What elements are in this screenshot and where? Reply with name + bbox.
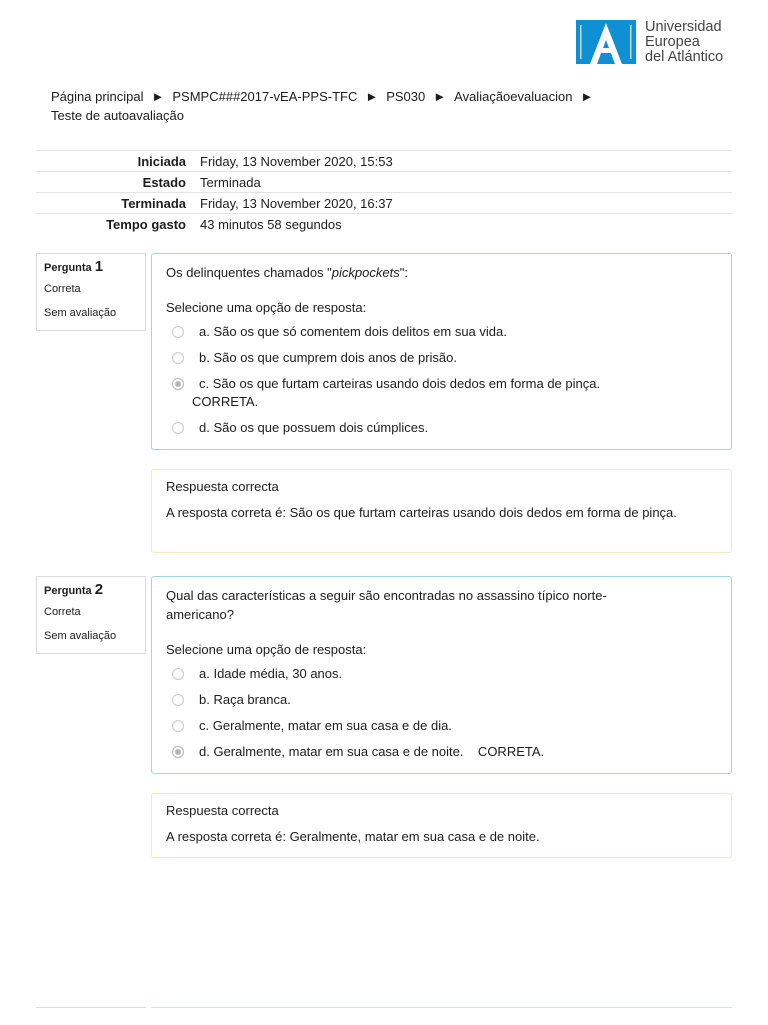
option-letter: b. [199, 350, 210, 365]
university-logo [576, 20, 736, 66]
question-number [44, 582, 145, 599]
option-letter: d. [199, 744, 210, 759]
answer-option[interactable] [166, 714, 717, 740]
summary-row [36, 193, 732, 214]
question-text: Qual das características a seguir são encontradas no assassino típico norte-americano? [166, 588, 607, 622]
question-text-part: ": [399, 265, 408, 280]
answer-option[interactable] [166, 320, 717, 346]
option-text: São os que furtam carteiras usando dois dedos em forma de pinça. [212, 376, 601, 391]
radio-button-selected[interactable] [172, 746, 184, 758]
question-grade: Sem avaliação [44, 307, 117, 319]
university-name [645, 20, 723, 65]
option-letter: d. [199, 420, 210, 435]
breadcrumb-separator-icon: ► [365, 89, 379, 104]
summary-label: Tempo gasto [36, 214, 200, 235]
radio-button-selected[interactable] [172, 378, 184, 390]
question-state: Correta [44, 283, 81, 295]
option-letter: c. [199, 718, 210, 733]
option-letter: b. [199, 692, 210, 707]
option-text: São os que cumprem dois anos de prisão. [213, 350, 457, 365]
radio-button[interactable] [172, 694, 184, 706]
breadcrumb-current[interactable]: Teste de autoavaliação [51, 108, 184, 123]
radio-button[interactable] [172, 422, 184, 434]
breadcrumb-separator-icon: ► [580, 89, 594, 104]
summary-value: Friday, 13 November 2020, 15:53 [200, 151, 732, 172]
question-number [44, 259, 145, 276]
summary-value: Terminada [200, 172, 732, 193]
feedback-box [151, 793, 732, 858]
question-content [151, 253, 732, 450]
summary-label: Iniciada [36, 151, 200, 172]
radio-button[interactable] [172, 720, 184, 732]
option-letter: a. [199, 324, 210, 339]
feedback-title: Respuesta correcta [166, 479, 279, 494]
answer-option-selected[interactable] [166, 372, 717, 416]
summary-value: Friday, 13 November 2020, 16:37 [200, 193, 732, 214]
question-number-value: 1 [94, 258, 104, 275]
question-content [151, 576, 732, 774]
question-text-emphasis: pickpockets [331, 265, 400, 280]
question-number-value: 2 [94, 581, 104, 598]
next-question-info [36, 1007, 146, 1025]
summary-value: 43 minutos 58 segundos [200, 214, 732, 235]
option-text: Raça branca. [213, 692, 291, 707]
question-text [166, 263, 717, 282]
breadcrumb-category[interactable]: Avaliaçãoevaluacion [454, 89, 573, 104]
radio-button[interactable] [172, 352, 184, 364]
feedback-box [151, 469, 732, 553]
summary-row [36, 172, 732, 193]
option-text: São os que só comentem dois delitos em sua vida. [213, 324, 507, 339]
question-state: Correta [44, 606, 81, 618]
option-text: Geralmente, matar em sua casa e de noite. CORRETA. [213, 744, 545, 759]
answer-option[interactable] [166, 416, 717, 442]
breadcrumb-course[interactable]: PSMPC###2017-vEA-PPS-TFC [172, 89, 358, 104]
feedback-answer: A resposta correta é: São os que furtam carteiras usando dois dedos em forma de pinça. [166, 505, 677, 520]
question-label: Pergunta [44, 262, 92, 274]
breadcrumb-section[interactable]: PS030 [386, 89, 426, 104]
breadcrumb-separator-icon: ► [433, 89, 447, 104]
question-label: Pergunta [44, 585, 92, 597]
university-name-line2: Europea [645, 34, 700, 50]
breadcrumb-home[interactable]: Página principal [51, 89, 144, 104]
feedback-answer: A resposta correta é: Geralmente, matar em sua casa e de noite. [166, 829, 540, 844]
question-grade: Sem avaliação [44, 630, 117, 642]
university-name-line3: del Atlántico [645, 49, 724, 65]
answer-option-selected[interactable] [166, 740, 717, 766]
option-text: Geralmente, matar em sua casa e de dia. [212, 718, 452, 733]
university-logo-icon [576, 20, 636, 64]
breadcrumb-separator-icon: ► [151, 89, 165, 104]
question-text-part: Os delinquentes chamados " [166, 265, 332, 280]
attempt-summary-table [36, 150, 732, 234]
option-letter: a. [199, 666, 210, 681]
answer-option[interactable] [166, 688, 717, 714]
option-text: São os que possuem dois cúmplices. [213, 420, 429, 435]
answer-option[interactable] [166, 662, 717, 688]
summary-row [36, 214, 732, 235]
option-letter: c. [199, 376, 210, 391]
question-info [36, 576, 146, 654]
answer-prompt: Selecione uma opção de resposta: [166, 642, 367, 657]
question-info [36, 253, 146, 331]
option-text-continued: CORRETA. [192, 394, 259, 409]
next-question-content [151, 1007, 732, 1025]
feedback-title: Respuesta correcta [166, 803, 279, 818]
university-name-line1: Universidad [645, 19, 722, 35]
radio-button[interactable] [172, 326, 184, 338]
breadcrumb [51, 87, 651, 125]
answer-prompt: Selecione uma opção de resposta: [166, 300, 367, 315]
radio-button[interactable] [172, 668, 184, 680]
summary-label: Terminada [36, 193, 200, 214]
summary-row [36, 151, 732, 172]
answer-option[interactable] [166, 346, 717, 372]
summary-label: Estado [36, 172, 200, 193]
option-text: Idade média, 30 anos. [213, 666, 343, 681]
